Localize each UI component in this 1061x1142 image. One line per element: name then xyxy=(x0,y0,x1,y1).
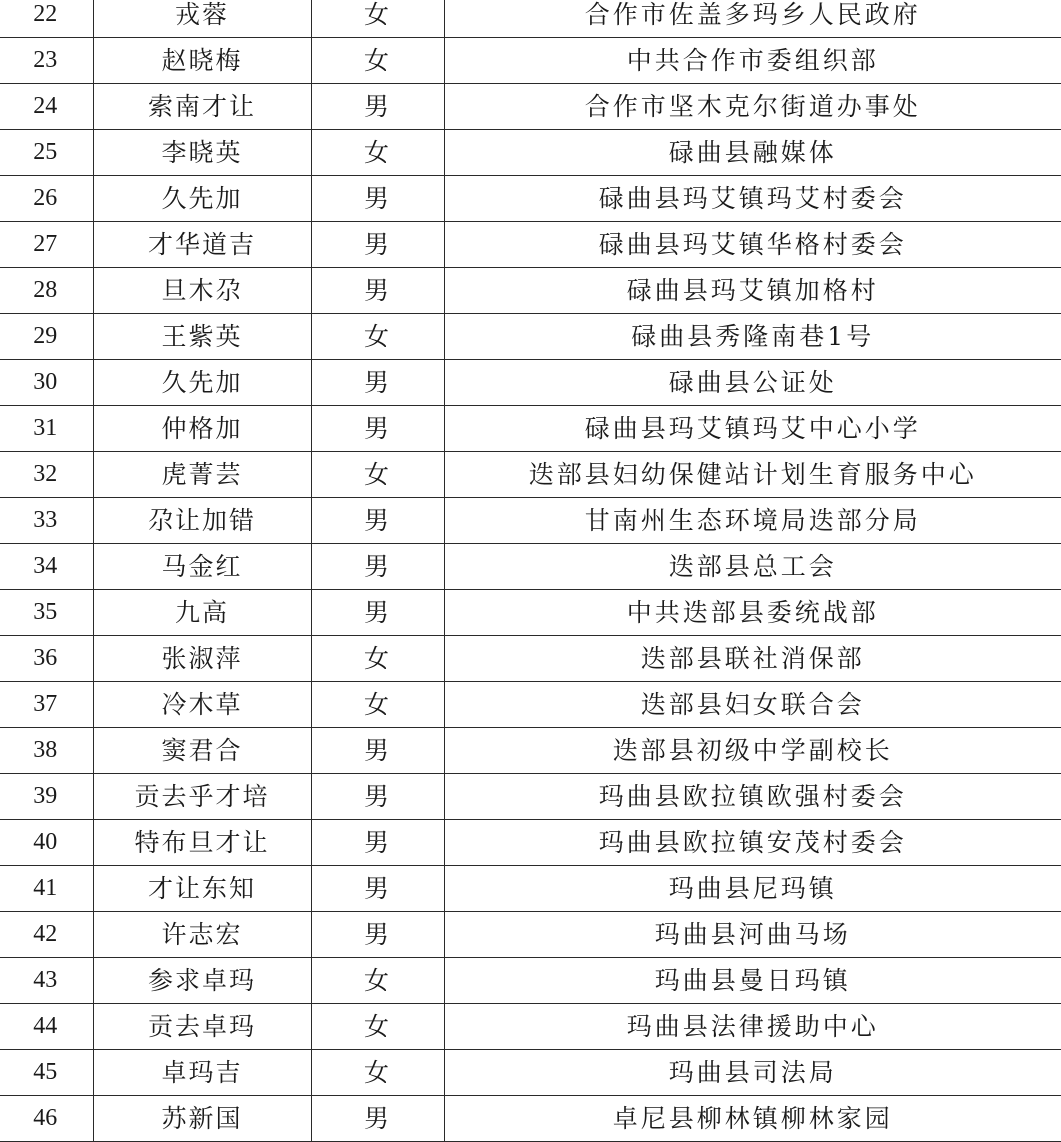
table-row xyxy=(0,268,1061,314)
name-cell: 久先加 xyxy=(93,176,311,222)
name-cell: 九高 xyxy=(93,590,311,636)
table-row xyxy=(0,590,1061,636)
name-cell: 窦君合 xyxy=(93,728,311,774)
row-number-cell: 44 xyxy=(0,1004,93,1050)
organization-cell: 迭部县妇女联合会 xyxy=(444,682,1061,728)
row-number-cell: 34 xyxy=(0,544,93,590)
name-cell: 戎蓉 xyxy=(93,0,311,38)
row-number-cell: 30 xyxy=(0,360,93,406)
gender-cell: 男 xyxy=(311,222,444,268)
name-cell: 旦木尕 xyxy=(93,268,311,314)
name-cell: 苏新国 xyxy=(93,1096,311,1142)
name-cell: 久先加 xyxy=(93,360,311,406)
row-number-cell: 36 xyxy=(0,636,93,682)
row-number-cell: 39 xyxy=(0,774,93,820)
table-row xyxy=(0,452,1061,498)
organization-cell: 碌曲县玛艾镇玛艾中心小学 xyxy=(444,406,1061,452)
gender-cell: 男 xyxy=(311,406,444,452)
organization-cell: 玛曲县欧拉镇安茂村委会 xyxy=(444,820,1061,866)
table-row xyxy=(0,682,1061,728)
gender-cell: 女 xyxy=(311,682,444,728)
table-row xyxy=(0,958,1061,1004)
table-row xyxy=(0,912,1061,958)
organization-cell: 碌曲县秀隆南巷1号 xyxy=(444,314,1061,360)
row-number-cell: 38 xyxy=(0,728,93,774)
table-row xyxy=(0,636,1061,682)
gender-cell: 男 xyxy=(311,268,444,314)
row-number-cell: 22 xyxy=(0,0,93,38)
table-row xyxy=(0,176,1061,222)
row-number-cell: 27 xyxy=(0,222,93,268)
organization-cell: 卓尼县柳林镇柳林家园 xyxy=(444,1096,1061,1142)
table-row xyxy=(0,406,1061,452)
gender-cell: 男 xyxy=(311,498,444,544)
name-cell: 尕让加错 xyxy=(93,498,311,544)
gender-cell: 女 xyxy=(311,1004,444,1050)
gender-cell: 男 xyxy=(311,176,444,222)
organization-cell: 迭部县初级中学副校长 xyxy=(444,728,1061,774)
organization-cell: 碌曲县玛艾镇加格村 xyxy=(444,268,1061,314)
row-number-cell: 41 xyxy=(0,866,93,912)
name-cell: 王紫英 xyxy=(93,314,311,360)
gender-cell: 女 xyxy=(311,636,444,682)
table-row xyxy=(0,866,1061,912)
organization-cell: 玛曲县河曲马场 xyxy=(444,912,1061,958)
table-row xyxy=(0,38,1061,84)
name-cell: 索南才让 xyxy=(93,84,311,130)
name-cell: 特布旦才让 xyxy=(93,820,311,866)
gender-cell: 男 xyxy=(311,912,444,958)
table-row xyxy=(0,1050,1061,1096)
name-cell: 虎菁芸 xyxy=(93,452,311,498)
name-cell: 卓玛吉 xyxy=(93,1050,311,1096)
row-number-cell: 24 xyxy=(0,84,93,130)
organization-cell: 玛曲县尼玛镇 xyxy=(444,866,1061,912)
name-cell: 才华道吉 xyxy=(93,222,311,268)
organization-cell: 碌曲县玛艾镇华格村委会 xyxy=(444,222,1061,268)
table-row xyxy=(0,820,1061,866)
row-number-cell: 40 xyxy=(0,820,93,866)
organization-cell: 玛曲县司法局 xyxy=(444,1050,1061,1096)
name-cell: 才让东知 xyxy=(93,866,311,912)
gender-cell: 女 xyxy=(311,958,444,1004)
table-row xyxy=(0,222,1061,268)
table-row xyxy=(0,728,1061,774)
table-row xyxy=(0,544,1061,590)
organization-cell: 玛曲县法律援助中心 xyxy=(444,1004,1061,1050)
row-number-cell: 42 xyxy=(0,912,93,958)
gender-cell: 女 xyxy=(311,314,444,360)
gender-cell: 女 xyxy=(311,1050,444,1096)
organization-cell: 合作市坚木克尔街道办事处 xyxy=(444,84,1061,130)
table-row xyxy=(0,498,1061,544)
row-number-cell: 28 xyxy=(0,268,93,314)
row-number-cell: 31 xyxy=(0,406,93,452)
organization-cell: 碌曲县融媒体 xyxy=(444,130,1061,176)
name-cell: 冷木草 xyxy=(93,682,311,728)
organization-cell: 中共迭部县委统战部 xyxy=(444,590,1061,636)
name-cell: 参求卓玛 xyxy=(93,958,311,1004)
name-cell: 贡去卓玛 xyxy=(93,1004,311,1050)
table-row xyxy=(0,774,1061,820)
organization-cell: 迭部县联社消保部 xyxy=(444,636,1061,682)
row-number-cell: 45 xyxy=(0,1050,93,1096)
row-number-cell: 23 xyxy=(0,38,93,84)
name-cell: 许志宏 xyxy=(93,912,311,958)
row-number-cell: 25 xyxy=(0,130,93,176)
organization-cell: 碌曲县玛艾镇玛艾村委会 xyxy=(444,176,1061,222)
row-number-cell: 46 xyxy=(0,1096,93,1142)
table-row xyxy=(0,84,1061,130)
gender-cell: 男 xyxy=(311,544,444,590)
organization-cell: 合作市佐盖多玛乡人民政府 xyxy=(444,0,1061,38)
organization-cell: 迭部县妇幼保健站计划生育服务中心 xyxy=(444,452,1061,498)
gender-cell: 男 xyxy=(311,774,444,820)
row-number-cell: 35 xyxy=(0,590,93,636)
name-cell: 马金红 xyxy=(93,544,311,590)
name-cell: 仲格加 xyxy=(93,406,311,452)
table-row xyxy=(0,0,1061,38)
gender-cell: 男 xyxy=(311,84,444,130)
row-number-cell: 26 xyxy=(0,176,93,222)
organization-cell: 玛曲县曼日玛镇 xyxy=(444,958,1061,1004)
gender-cell: 男 xyxy=(311,1096,444,1142)
row-number-cell: 33 xyxy=(0,498,93,544)
gender-cell: 男 xyxy=(311,728,444,774)
organization-cell: 甘南州生态环境局迭部分局 xyxy=(444,498,1061,544)
gender-cell: 女 xyxy=(311,452,444,498)
row-number-cell: 37 xyxy=(0,682,93,728)
table-row xyxy=(0,360,1061,406)
name-cell: 李晓英 xyxy=(93,130,311,176)
gender-cell: 女 xyxy=(311,0,444,38)
gender-cell: 男 xyxy=(311,590,444,636)
gender-cell: 男 xyxy=(311,866,444,912)
organization-cell: 中共合作市委组织部 xyxy=(444,38,1061,84)
gender-cell: 男 xyxy=(311,360,444,406)
row-number-cell: 29 xyxy=(0,314,93,360)
gender-cell: 女 xyxy=(311,38,444,84)
name-cell: 贡去乎才培 xyxy=(93,774,311,820)
name-cell: 张淑萍 xyxy=(93,636,311,682)
organization-cell: 碌曲县公证处 xyxy=(444,360,1061,406)
table-row xyxy=(0,1004,1061,1050)
table-row xyxy=(0,130,1061,176)
name-cell: 赵晓梅 xyxy=(93,38,311,84)
row-number-cell: 43 xyxy=(0,958,93,1004)
gender-cell: 女 xyxy=(311,130,444,176)
row-number-cell: 32 xyxy=(0,452,93,498)
organization-cell: 玛曲县欧拉镇欧强村委会 xyxy=(444,774,1061,820)
table-row xyxy=(0,314,1061,360)
organization-cell: 迭部县总工会 xyxy=(444,544,1061,590)
gender-cell: 男 xyxy=(311,820,444,866)
table-row xyxy=(0,1096,1061,1142)
